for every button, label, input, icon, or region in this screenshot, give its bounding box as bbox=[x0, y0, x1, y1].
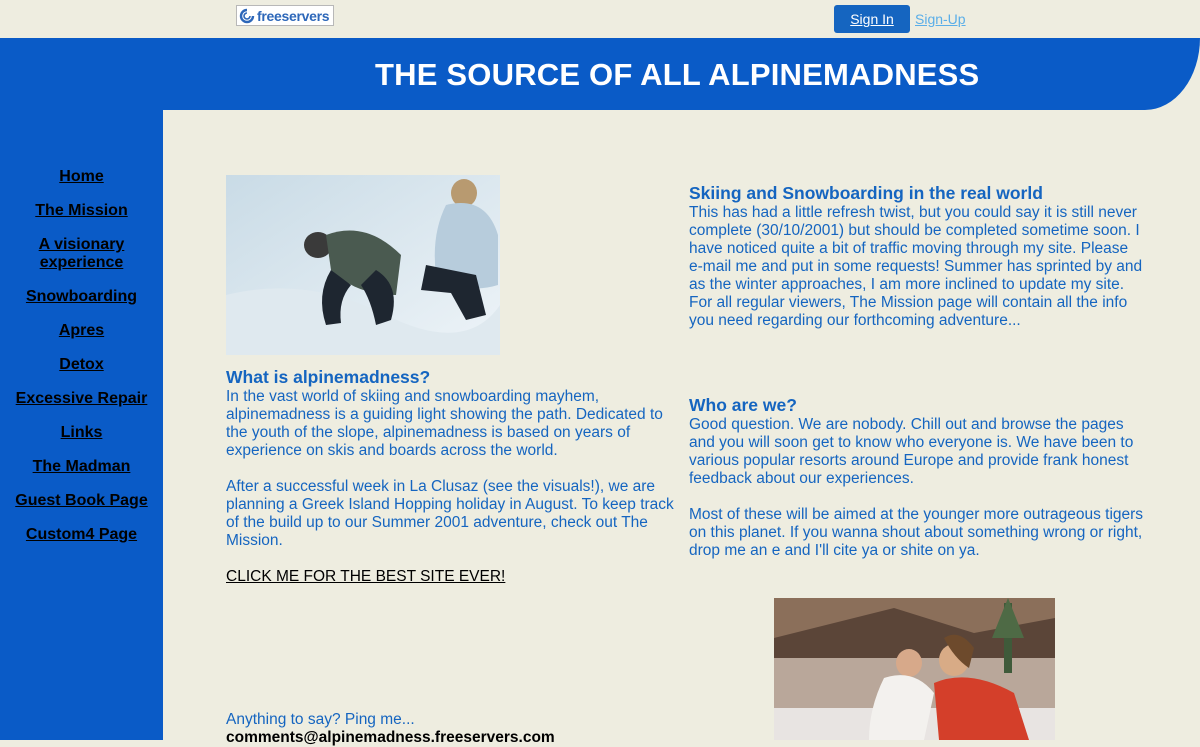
nav-item-mission[interactable]: The Mission bbox=[35, 202, 128, 219]
content-corner bbox=[163, 110, 223, 170]
top-bar bbox=[0, 0, 1200, 38]
nav-item-madman[interactable]: The Madman bbox=[32, 458, 131, 475]
snowboarders-photo bbox=[226, 175, 500, 355]
sign-up-link[interactable]: Sign-Up bbox=[915, 11, 966, 27]
sidebar-nav bbox=[0, 168, 163, 544]
nav-item-snowboarding[interactable]: Snowboarding bbox=[25, 288, 138, 305]
freeservers-swirl-icon bbox=[239, 8, 255, 24]
nav-item-apres[interactable]: Apres bbox=[58, 322, 105, 339]
nav-item-excessive-repair[interactable]: Excessive Repair bbox=[15, 390, 148, 407]
best-site-link[interactable]: CLICK ME FOR THE BEST SITE EVER! bbox=[226, 568, 506, 585]
real-world-heading: Skiing and Snowboarding in the real world bbox=[689, 183, 1043, 203]
who-heading: Who are we? bbox=[689, 395, 797, 415]
logo-text: freeservers bbox=[257, 7, 330, 24]
nav-item-home[interactable]: Home bbox=[59, 168, 104, 185]
site-header bbox=[0, 38, 1200, 110]
ping-text: Anything to say? Ping me... bbox=[226, 711, 415, 728]
audience-paragraph: Most of these will be aimed at the younger more outrageous tigers on this planet. If you wanna shout about something wrong or right, drop me an e and I'll cite ya or shite on ya. bbox=[689, 506, 1144, 559]
contact-email[interactable]: comments@alpinemadness.freeservers.com bbox=[226, 729, 555, 746]
freeservers-logo[interactable] bbox=[236, 5, 334, 26]
contact-section bbox=[226, 711, 681, 729]
page-title: THE SOURCE OF ALL ALPINEMADNESS bbox=[375, 57, 980, 92]
who-paragraph: Good question. We are nobody. Chill out and browse the pages and you will soon get to know who everyone is. We have been to various popular resorts around Europe and provide frank honest feedback about our experiences. bbox=[689, 416, 1134, 487]
real-world-paragraph: This has had a little refresh twist, but you could say it is still never complete (30/10/2001) but should be completed sometime soon. I have noticed quite a bit of traffic moving through my site. Please e-mail me and put in some requests! Summer has sprinted by and as the winter approaches, I am more inclined to update my site. For all regular viewers, The Mission page will contain all the info you need regarding our forthcoming adventure... bbox=[689, 204, 1143, 329]
about-heading: What is alpinemadness? bbox=[226, 367, 431, 387]
summer-paragraph: After a successful week in La Clusaz (see the visuals!), we are planning a Greek Island Hopping holiday in August. To keep track of the build up to our Summer 2001 adventure, check out The Mission. bbox=[226, 478, 674, 549]
real-world-section bbox=[689, 183, 1144, 330]
sign-in-button[interactable]: Sign In bbox=[834, 5, 910, 33]
who-section bbox=[689, 395, 1144, 560]
nav-item-visionary[interactable]: A visionary experience bbox=[38, 236, 125, 271]
nav-item-links[interactable]: Links bbox=[60, 424, 103, 441]
friends-photo bbox=[774, 598, 1055, 740]
nav-item-guest-book[interactable]: Guest Book Page bbox=[15, 492, 148, 509]
about-paragraph: In the vast world of skiing and snowboarding mayhem, alpinemadness is a guiding light showing the path. Dedicated to the youth of the slope, alpinemadness is based on years of experience on skis and boards across the world. bbox=[226, 388, 663, 459]
nav-item-detox[interactable]: Detox bbox=[59, 356, 104, 373]
nav-item-custom4[interactable]: Custom4 Page bbox=[25, 526, 138, 543]
about-section bbox=[226, 367, 681, 586]
